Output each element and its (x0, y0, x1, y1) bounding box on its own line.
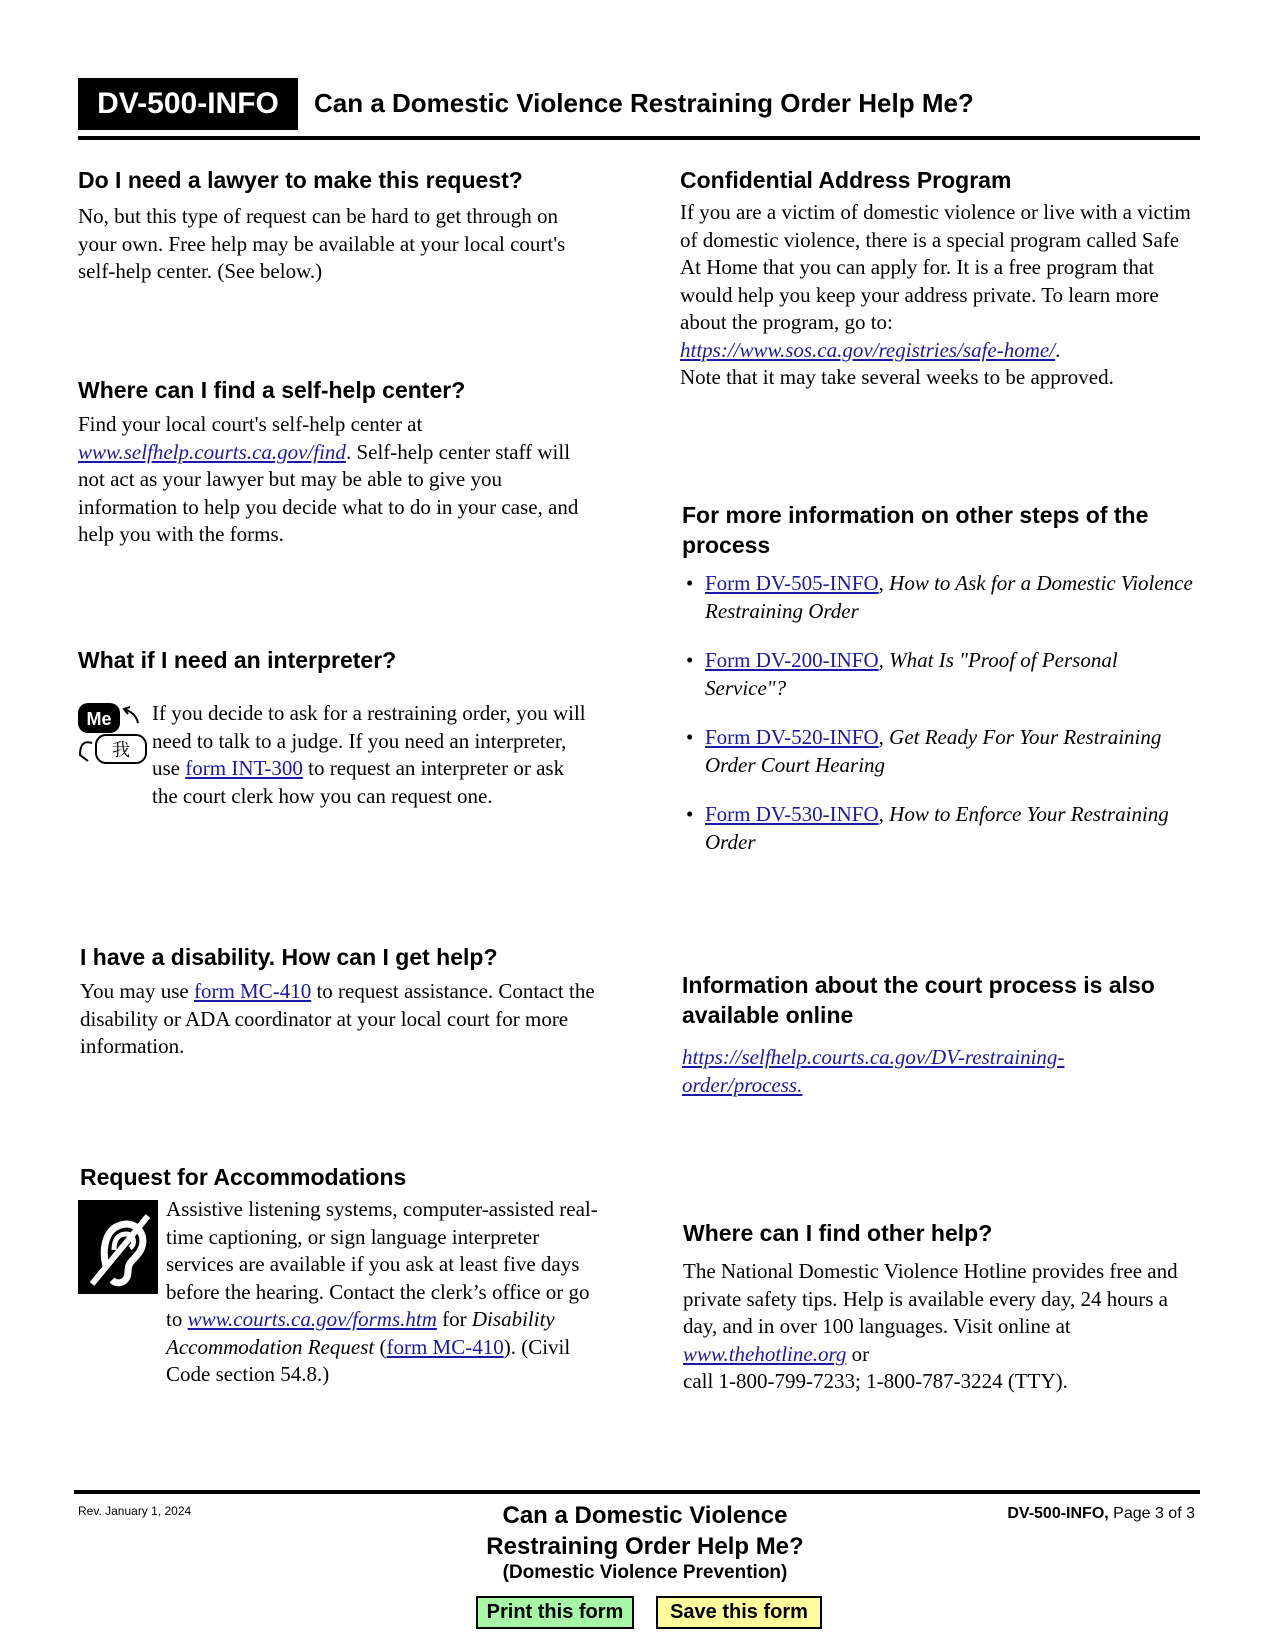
section-heading: Do I need a lawyer to make this request? (78, 167, 523, 193)
section-heading: Confidential Address Program (680, 167, 1012, 193)
selfhelp-link[interactable]: www.selfhelp.courts.ca.gov/find (78, 439, 346, 464)
section-heading: Information about the court process is also available online (682, 972, 1155, 1028)
form-title: Get Ready For Your Restraining Order Court Hearing (705, 725, 1162, 777)
form-mc-410-link[interactable]: form MC-410 (386, 1334, 504, 1359)
page-number (1007, 1505, 1195, 1523)
body-text: Assistive listening systems, computer-assisted real-time captioning, or sign language interpreter services are available if you ask at least five days before the hearing. Contact the clerk’s office or go to (166, 1197, 598, 1331)
section-other-steps (682, 500, 1202, 878)
header-divider (78, 136, 1200, 140)
footer-form-id: DV-500-INFO, (1007, 1505, 1109, 1522)
list-item (682, 724, 1202, 779)
section-body (683, 1258, 1193, 1396)
list-item (682, 801, 1202, 856)
page-label: Page 3 of 3 (1108, 1505, 1195, 1522)
section-heading: What if I need an interpreter? (78, 647, 397, 673)
dv-process-link[interactable]: https://selfhelp.courts.ca.gov/DV-restraining-order/process. (682, 1045, 1065, 1097)
footer-subtitle: (Domestic Violence Prevention) (502, 1562, 788, 1583)
section-body (152, 700, 592, 810)
section-heading: I have a disability. How can I get help? (80, 944, 498, 970)
form-title: How to Enforce Your Restraining Order (705, 802, 1169, 854)
body-text: ( (374, 1334, 387, 1359)
form-title: What Is "Proof of Personal Service"? (705, 648, 1118, 700)
body-text: The National Domestic Violence Hotline provides free and private safety tips. Help is available every day, 24 hours a day, and in over 100 languages. Visit online at (683, 1259, 1178, 1338)
form-link[interactable]: Form DV-530-INFO (705, 802, 879, 826)
list-item (682, 570, 1202, 625)
footer-title (430, 1500, 860, 1562)
save-form-button[interactable]: Save this form (656, 1596, 822, 1629)
separator: , (878, 802, 890, 826)
page-title: Can a Domestic Violence Restraining Order Help Me? (314, 88, 974, 118)
body-text: Find your local court's self-help center at (78, 412, 423, 436)
form-mc-410-link[interactable]: form MC-410 (193, 979, 312, 1003)
body-text: If you decide to ask for a restraining order, you will need to talk to a judge. If you need an interpreter, use (152, 701, 586, 780)
section-online-info (682, 970, 1202, 1099)
body-text: You may use (80, 979, 194, 1003)
form-int-300-link[interactable]: form INT-300 (185, 756, 303, 780)
section-disability (80, 942, 600, 1061)
section-body: No, but this type of request can be hard to get through on your own. Free help may be available at your local court's self-help center. (See below.) (78, 204, 566, 283)
separator: , (878, 725, 890, 749)
body-text: to request assistance. Contact the disability or ADA coordinator at your local court for more information. (80, 979, 595, 1058)
footer-title-line: Can a Domestic Violence (502, 1502, 788, 1529)
section-heading: Where can I find other help? (683, 1220, 993, 1246)
section-heading: Request for Accommodations (80, 1164, 407, 1190)
form-link[interactable]: Form DV-200-INFO (705, 648, 879, 672)
footer-divider (74, 1490, 1200, 1494)
body-text: for (436, 1307, 472, 1331)
section-interpreter (78, 645, 598, 675)
form-id-badge: DV-500-INFO (78, 78, 298, 130)
print-form-button[interactable]: Print this form (476, 1596, 634, 1629)
body-text: or (846, 1341, 870, 1366)
section-accommodations (80, 1162, 600, 1192)
revision-date: Rev. January 1, 2024 (78, 1504, 192, 1518)
body-text: . (1055, 337, 1061, 362)
form-title: How to Ask for a Domestic Violence Restraining Order (705, 571, 1193, 623)
hearing-assistance-icon (78, 1200, 158, 1294)
section-other-help (683, 1218, 1203, 1396)
reference-list (682, 570, 1202, 856)
body-text: If you are a victim of domestic violence or live with a victim of domestic violence, there is a special program called Safe At Home that you can apply for. It is a free program that would help you keep your address private. To learn more about the program, go to: (680, 200, 1191, 334)
form-link[interactable]: Form DV-520-INFO (705, 725, 879, 749)
interpreter-icon (78, 703, 148, 765)
separator: , (878, 648, 890, 672)
hotline-phone: call 1-800-799-7233; 1-800-787-3224 (TTY). (683, 1369, 1068, 1393)
list-item (682, 647, 1202, 702)
body-text: . Self-help center staff will not act as your lawyer but may be able to give you information to help you decide what to do in your case, and help you with the forms. (78, 439, 579, 546)
section-body (80, 978, 600, 1061)
section-body (682, 1044, 1162, 1099)
body-text-italic: Disability Accommodation Request (166, 1307, 555, 1359)
interpreter-icon-label-me: Me (86, 709, 112, 729)
section-body (78, 411, 598, 549)
interpreter-icon-label-zh: 我 (112, 740, 130, 761)
section-heading: For more information on other steps of the process (682, 502, 1149, 558)
body-text: Note that it may take several weeks to be approved. (680, 365, 1114, 389)
safe-at-home-link[interactable]: https://www.sos.ca.gov/registries/safe-home/ (680, 337, 1056, 362)
courts-forms-link[interactable]: www.courts.ca.gov/forms.htm (187, 1307, 437, 1331)
section-body (680, 199, 1200, 392)
section-self-help-center (78, 375, 598, 549)
separator: , (878, 571, 890, 595)
section-confidential-address (680, 165, 1200, 392)
section-heading: Where can I find a self-help center? (78, 377, 466, 403)
section-lawyer (78, 165, 598, 286)
form-link[interactable]: Form DV-505-INFO (705, 571, 879, 595)
hotline-link[interactable]: www.thehotline.org (683, 1341, 847, 1366)
body-text: ). (Civil Code section 54.8.) (166, 1334, 571, 1386)
footer-title-line: Restraining Order Help Me? (486, 1533, 804, 1560)
section-body (166, 1196, 600, 1389)
body-text: to request an interpreter or ask the court clerk how you can request one. (152, 756, 565, 808)
